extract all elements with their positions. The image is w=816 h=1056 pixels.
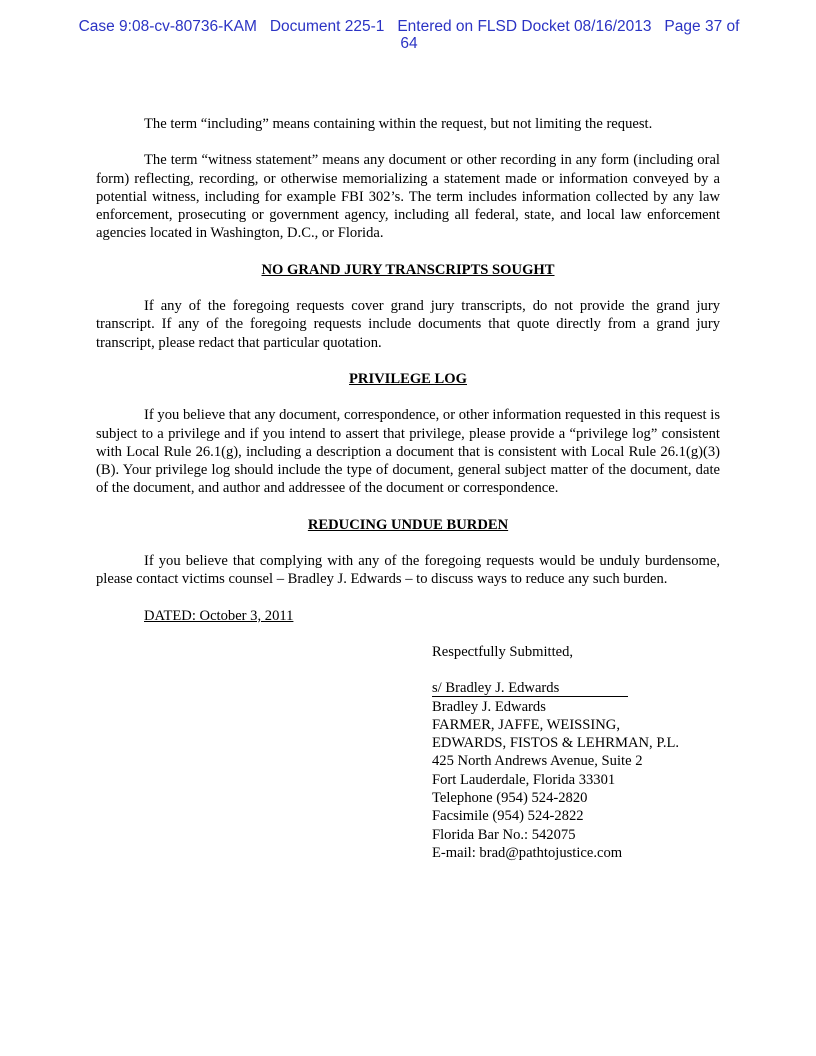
definition-including: The term “including” means containing within the request, but not limiting the request. <box>144 116 653 132</box>
heading-undue-burden: REDUCING UNDUE BURDEN <box>307 516 509 533</box>
docket-header-line1: Case 9:08-cv-80736-KAM Document 225-1 Entered on FLSD Docket 08/16/2013 Page 37 of <box>78 18 740 35</box>
signature-email: E-mail: brad@pathtojustice.com <box>432 844 623 861</box>
definition-witness-statement: The term “witness statement” means any document or other recording in any form (including oral form) reflecting, recording, or otherwise memorializing a statement made or information conveyed by a potential witness, including for example FBI 302’s. The term includes information collected by any law enforcement, prosecuting or government agency, including all federal, state, and local law enforcement agencies located in Washington, D.C., or Florida. <box>96 152 720 242</box>
signature-firm-line1: FARMER, JAFFE, WEISSING, <box>432 716 620 733</box>
signature-line: s/ Bradley J. Edwards <box>432 681 628 697</box>
signature-facsimile: Facsimile (954) 524-2822 <box>432 808 584 825</box>
paragraph-privilege-log: If you believe that any document, correspondence, or other information requested in this request is subject to a privilege and if you intend to assert that privilege, please provide a “privilege log” consistent with Local Rule 26.1(g), including a description a document that is consistent with Local Rule 26.1(g)(3)(B). Your privilege log should include the type of document, general subject matter of the document, date of the document, and author and addressee of the document or correspondence. <box>96 407 720 497</box>
heading-privilege-log: PRIVILEGE LOG <box>349 370 467 387</box>
document-body <box>96 115 720 862</box>
heading-grand-jury: NO GRAND JURY TRANSCRIPTS SOUGHT <box>261 261 555 278</box>
signature-firm-line2: EDWARDS, FISTOS & LEHRMAN, P.L. <box>432 735 680 752</box>
signature-telephone: Telephone (954) 524-2820 <box>432 790 588 807</box>
signature-closing: Respectfully Submitted, <box>432 643 574 660</box>
signature-address2: Fort Lauderdale, Florida 33301 <box>432 771 616 788</box>
signature-name: Bradley J. Edwards <box>432 698 546 715</box>
signature-block <box>432 643 720 862</box>
docket-header <box>58 18 760 52</box>
paragraph-grand-jury: If any of the foregoing requests cover grand jury transcripts, do not provide the grand jury transcript. If any of the foregoing requests include documents that quote directly from a grand jury transcript, please redact that particular quotation. <box>96 298 720 351</box>
signature-bar-number: Florida Bar No.: 542075 <box>432 826 576 843</box>
signature-address1: 425 North Andrews Avenue, Suite 2 <box>432 753 643 770</box>
dated-line: DATED: October 3, 2011 <box>144 607 294 624</box>
docket-header-line2: 64 <box>400 35 418 52</box>
paragraph-undue-burden: If you believe that complying with any of the foregoing requests would be unduly burdensome, please contact victims counsel – Bradley J. Edwards – to discuss ways to reduce any such burden. <box>96 553 720 588</box>
